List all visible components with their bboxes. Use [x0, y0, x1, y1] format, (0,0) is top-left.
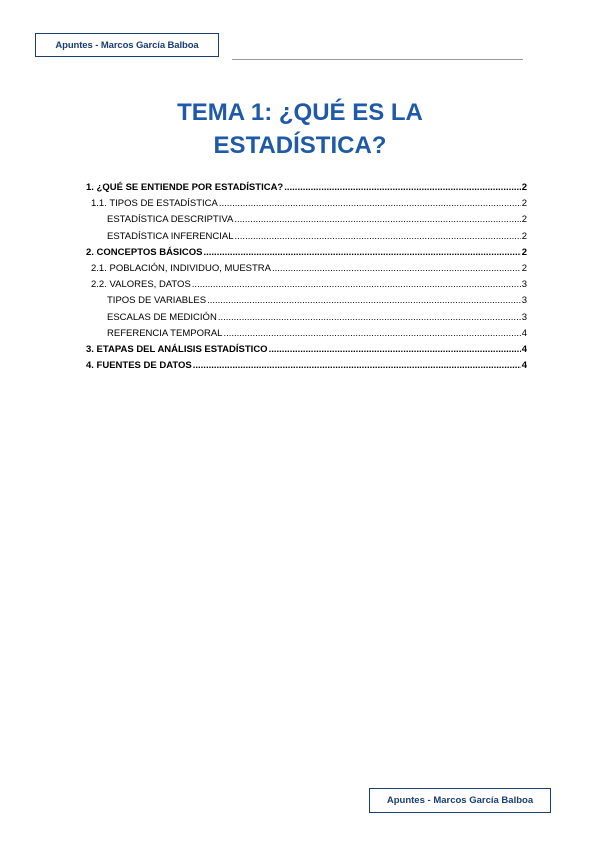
toc-leader-dots [192, 279, 521, 290]
toc-entry-page: 3 [521, 279, 527, 291]
toc-entry-text: 3. ETAPAS DEL ANÁLISIS ESTADÍSTICO [86, 343, 268, 355]
header-label-box [35, 33, 219, 57]
toc-leader-dots [284, 182, 520, 193]
toc-entry-page: 2 [521, 246, 527, 258]
toc-entry[interactable] [86, 214, 527, 230]
toc-entry-page: 2 [521, 214, 527, 226]
toc-entry-page: 4 [521, 343, 527, 355]
toc-entry-text: 4. FUENTES DE DATOS [86, 360, 192, 372]
toc-entry[interactable] [86, 295, 527, 311]
toc-entry-text: ESTADÍSTICA INFERENCIAL [107, 230, 234, 242]
toc-entry[interactable] [86, 344, 527, 360]
toc-entry-page: 4 [521, 360, 527, 372]
toc-leader-dots [218, 312, 521, 323]
toc-entry-text: 1.1. TIPOS DE ESTADÍSTICA [91, 198, 218, 210]
toc-entry-text: 1. ¿QUÉ SE ENTIENDE POR ESTADÍSTICA? [86, 182, 284, 193]
toc-entry-text: REFERENCIA TEMPORAL [107, 327, 223, 339]
toc-leader-dots [207, 295, 521, 306]
toc-leader-dots [193, 360, 521, 371]
toc-entry-page: 3 [521, 311, 527, 323]
toc-entry[interactable] [86, 231, 527, 247]
toc-entry[interactable] [86, 247, 527, 263]
toc-leader-dots [204, 247, 521, 258]
toc-entry-text: ESTADÍSTICA DESCRIPTIVA [107, 214, 234, 226]
toc-leader-dots [223, 328, 520, 339]
toc-leader-dots [235, 231, 521, 242]
toc-entry-text: 2.1. POBLACIÓN, INDIVIDUO, MUESTRA [91, 262, 272, 274]
toc-entry-text: 2. CONCEPTOS BÁSICOS [86, 246, 203, 258]
toc-entry-text: ESCALAS DE MEDICIÓN [107, 311, 217, 323]
toc-entry-page: 4 [521, 327, 527, 339]
toc-entry[interactable] [86, 328, 527, 344]
toc-entry-text: 2.2. VALORES, DATOS [91, 279, 191, 291]
toc-entry[interactable] [86, 279, 527, 295]
toc-entry-text: TIPOS DE VARIABLES [107, 295, 207, 307]
toc-entry-page: 2 [521, 198, 527, 210]
toc-entry[interactable] [86, 198, 527, 214]
title-line-2: ESTADÍSTICA? [213, 132, 387, 159]
footer-label: Apuntes - Marcos García Balboa [386, 795, 534, 806]
toc-entry[interactable] [86, 312, 527, 328]
toc-entry[interactable] [86, 263, 527, 279]
toc-entry[interactable] [86, 182, 527, 198]
toc-leader-dots [219, 198, 521, 209]
header-rule [232, 59, 523, 60]
toc-entry-page: 2 [521, 182, 527, 193]
toc-entry[interactable] [86, 360, 527, 376]
toc-leader-dots [269, 344, 521, 355]
footer-label-box [369, 788, 551, 813]
toc-entry-page: 2 [521, 230, 527, 242]
header-label: Apuntes - Marcos García Balboa [55, 39, 199, 51]
document-title [0, 96, 600, 162]
toc-entry-page: 3 [521, 295, 527, 307]
toc-leader-dots [272, 263, 521, 274]
toc-entry-page: 2 [521, 262, 527, 274]
title-line-1: TEMA 1: ¿QUÉ ES LA [177, 99, 423, 126]
table-of-contents [86, 182, 527, 376]
toc-leader-dots [234, 214, 520, 225]
